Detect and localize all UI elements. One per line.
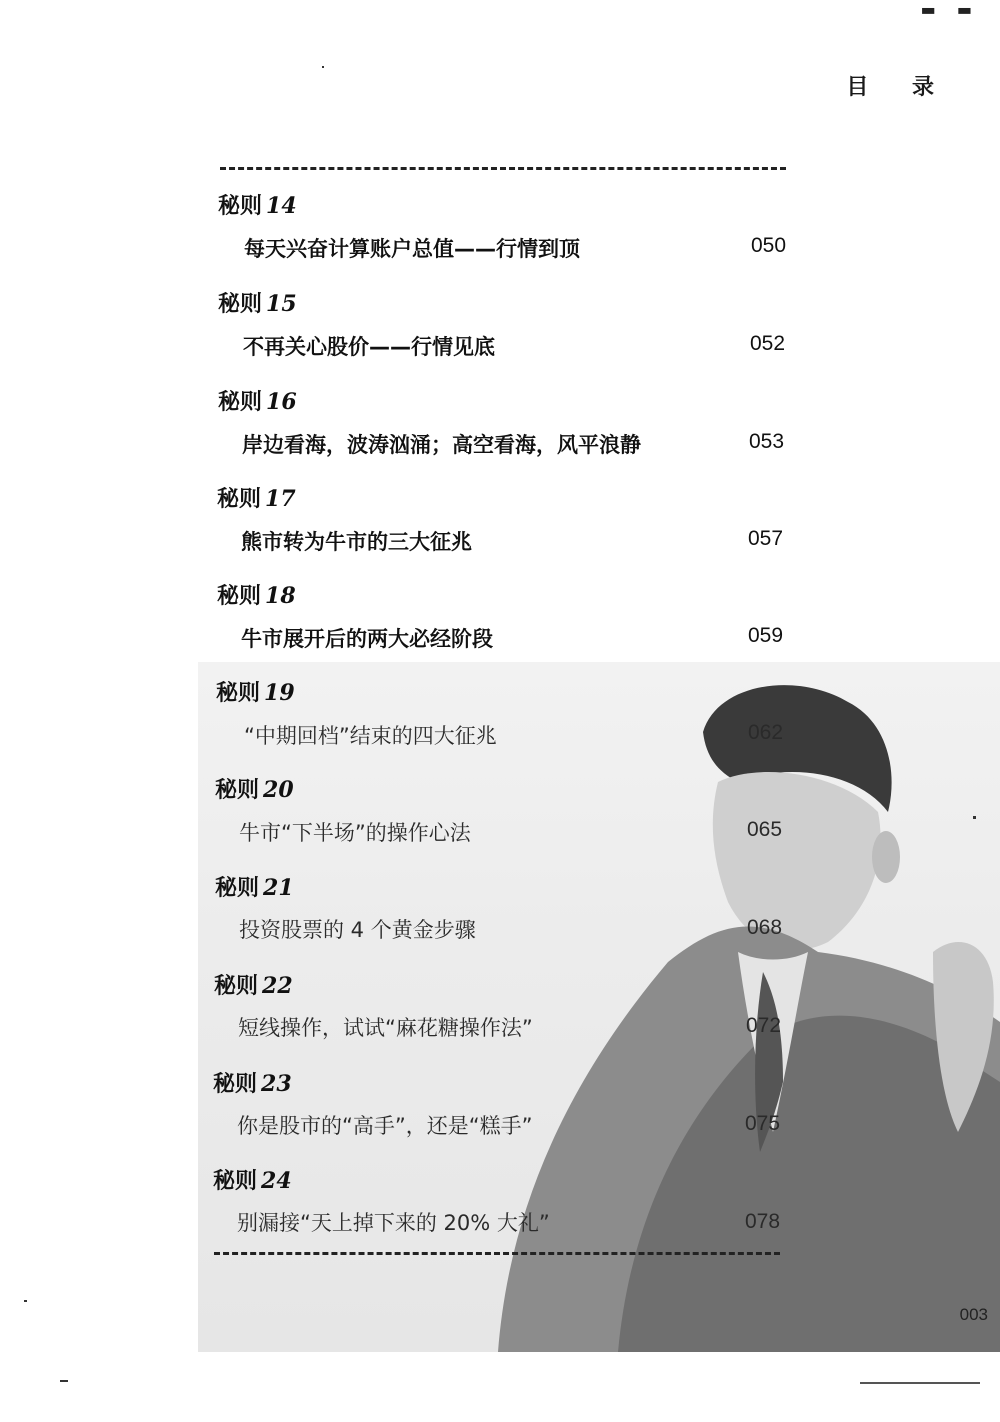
entry-page: 062 [748,721,784,744]
toc-entry [0,381,1000,477]
toc-entry [0,575,1000,671]
toc-entry [0,478,1000,574]
toc-entry [0,867,1000,963]
toc-entry [0,185,1000,281]
scan-speck [24,1300,27,1302]
entry-number: 秘则 16 [218,389,297,415]
entry-number: 秘则 19 [216,680,295,706]
scan-edge-line [860,1382,980,1384]
entry-page: 057 [748,527,784,550]
entry-number: 秘则 20 [215,777,294,803]
toc-entry [0,1063,1000,1159]
toc-entry [0,672,1000,768]
entry-title[interactable]: 岸边看海，波涛汹涌；高空看海，风平浪静 [242,433,641,457]
entry-number: 秘则 22 [214,973,293,999]
entry-title[interactable]: 每天兴奋计算账户总值——行情到顶 [244,237,580,261]
entry-number: 秘则 24 [213,1168,292,1194]
toc-entry [0,965,1000,1061]
entry-page: 068 [747,916,783,939]
entry-number: 秘则 18 [217,583,296,609]
entry-page: 075 [745,1112,781,1135]
page-title: 目 录 [846,75,952,100]
entry-title[interactable]: 牛市展开后的两大必经阶段 [241,627,493,651]
scan-speck [322,66,324,68]
corner-marks: ▬ ▬ [920,0,980,19]
scan-speck [60,1380,68,1382]
entry-page: 052 [750,332,786,355]
bottom-divider [214,1252,780,1255]
entry-page: 065 [747,818,783,841]
entry-number: 秘则 23 [213,1071,292,1097]
entry-number: 秘则 14 [218,193,297,219]
entry-title[interactable]: 别漏接“天上掉下来的 20% 大礼” [237,1211,550,1235]
entry-number: 秘则 21 [215,875,294,901]
entry-number: 秘则 15 [218,291,297,317]
entry-title[interactable]: 投资股票的 4 个黄金步骤 [239,918,476,942]
entry-title[interactable]: 你是股市的“高手”，还是“糕手” [237,1114,533,1138]
entry-title[interactable]: 短线操作，试试“麻花糖操作法” [238,1016,533,1040]
scan-speck [973,816,976,819]
entry-page: 050 [751,234,787,257]
entry-title[interactable]: “中期回档”结束的四大征兆 [244,724,497,748]
entry-number: 秘则 17 [217,486,296,512]
entry-page: 072 [746,1014,782,1037]
page-number: 003 [959,1305,988,1324]
entry-page: 053 [749,430,785,453]
toc-entry [0,1160,1000,1256]
entry-title[interactable]: 熊市转为牛市的三大征兆 [241,530,472,554]
entry-title[interactable]: 不再关心股价——行情见底 [243,335,495,359]
toc-entry [0,769,1000,865]
entry-page: 078 [745,1210,781,1233]
top-divider [220,167,786,170]
entry-title[interactable]: 牛市“下半场”的操作心法 [239,821,471,845]
entry-page: 059 [748,624,784,647]
toc-entry [0,283,1000,379]
